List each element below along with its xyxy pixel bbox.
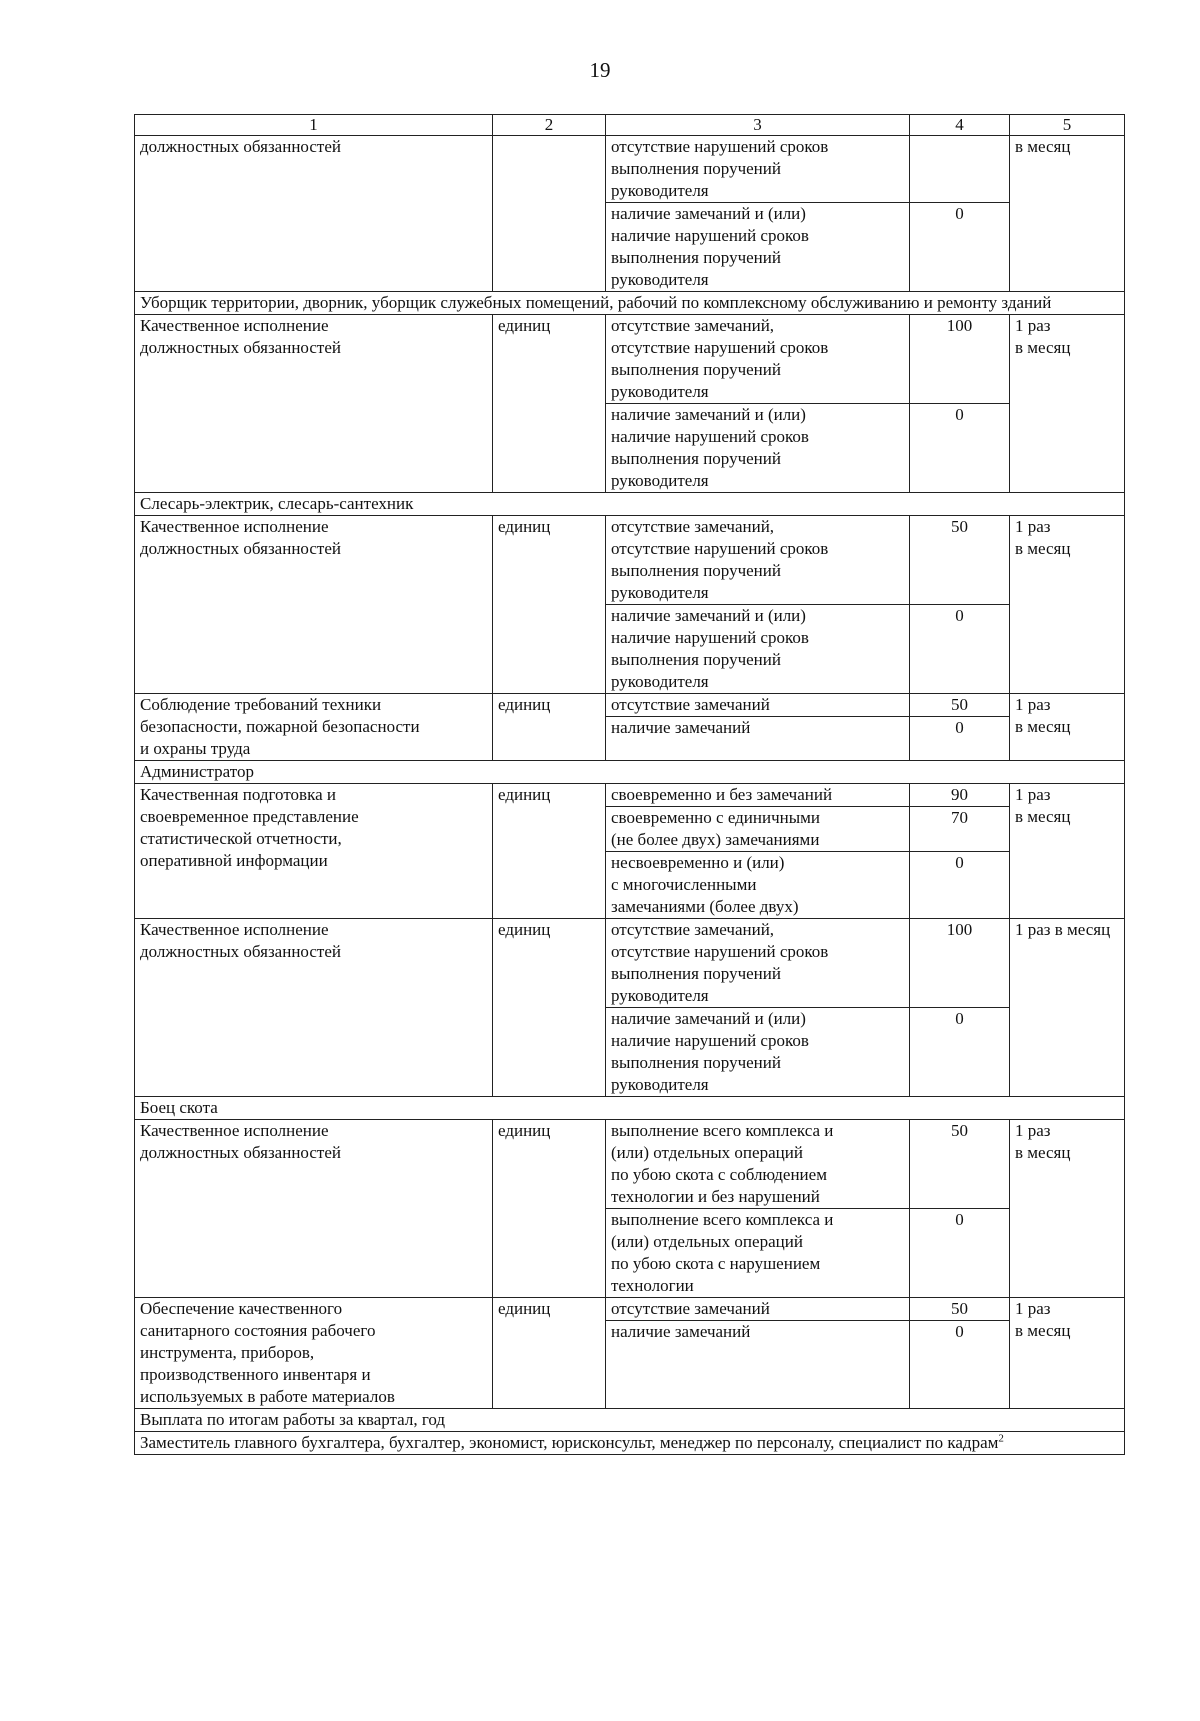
score-cell: 100 [910,315,1010,404]
column-number-row [135,115,1125,136]
criterion-cell: своевременно с единичными (не более двух) замечаниями [606,807,910,852]
criterion-cell: наличие замечаний и (или) наличие нарушений сроков выполнения поручений руководителя [606,404,910,493]
section-title [135,1432,1125,1455]
table-row [135,516,1125,605]
criterion-cell: наличие замечаний и (или) наличие нарушений сроков выполнения поручений руководителя [606,1008,910,1097]
period-cell: 1 раз в месяц [1010,694,1125,761]
criterion-cell: выполнение всего комплекса и (или) отдельных операций по убою скота с нарушением технологии [606,1209,910,1298]
footnote-marker: 2 [998,1432,1004,1445]
score-cell: 0 [910,1209,1010,1298]
score-cell: 50 [910,1298,1010,1321]
section-title: Администратор [135,761,1125,784]
section-title: Слесарь-электрик, слесарь-сантехник [135,493,1125,516]
score-cell: 90 [910,784,1010,807]
score-cell: 0 [910,605,1010,694]
score-cell: 50 [910,694,1010,717]
section-header-row [135,493,1125,516]
criterion-cell: наличие замечаний и (или) наличие нарушений сроков выполнения поручений руководителя [606,605,910,694]
score-cell: 100 [910,919,1010,1008]
period-cell: 1 раз в месяц [1010,1298,1125,1409]
criterion-cell: отсутствие замечаний [606,1298,910,1321]
period-cell: 1 раз в месяц [1010,1120,1125,1298]
criterion-cell: несвоевременно и (или) с многочисленными замечаниями (более двух) [606,852,910,919]
table-row [135,1298,1125,1321]
section-title: Уборщик территории, дворник, уборщик служебных помещений, рабочий по комплексному обслуживанию и ремонту зданий [135,292,1125,315]
criterion-cell: выполнение всего комплекса и (или) отдельных операций по убою скота с соблюдением технологии и без нарушений [606,1120,910,1209]
column-number: 2 [493,115,606,136]
section-title: Выплата по итогам работы за квартал, год [135,1409,1125,1432]
criterion-cell: отсутствие замечаний, отсутствие нарушений сроков выполнения поручений руководителя [606,919,910,1008]
criterion-cell: своевременно и без замечаний [606,784,910,807]
score-cell: 0 [910,717,1010,761]
section-header-row [135,1409,1125,1432]
unit-cell: единиц [493,919,606,1097]
criterion-cell: отсутствие замечаний, отсутствие нарушений сроков выполнения поручений руководителя [606,315,910,404]
period-cell: 1 раз в месяц [1010,315,1125,493]
page-number: 19 [589,58,611,82]
column-number: 3 [606,115,910,136]
criterion-cell: наличие замечаний и (или) наличие нарушений сроков выполнения поручений руководителя [606,203,910,292]
period-cell: 1 раз в месяц [1010,919,1125,1097]
unit-cell: единиц [493,516,606,694]
indicator-cell: Обеспечение качественного санитарного состояния рабочего инструмента, приборов, производственного инвентаря и используемых в работе материалов [135,1298,493,1409]
table-row [135,919,1125,1008]
section-header-row [135,1097,1125,1120]
indicator-cell: Качественная подготовка и своевременное представление статистической отчетности, оперативной информации [135,784,493,919]
score-cell: 50 [910,516,1010,605]
criterion-cell: наличие замечаний [606,1321,910,1409]
unit-cell: единиц [493,784,606,919]
criterion-cell: отсутствие замечаний, отсутствие нарушений сроков выполнения поручений руководителя [606,516,910,605]
section-header-row [135,292,1125,315]
unit-cell: единиц [493,1298,606,1409]
score-cell: 0 [910,203,1010,292]
indicator-cell: Качественное исполнение должностных обязанностей [135,919,493,1097]
score-cell: 70 [910,807,1010,852]
unit-cell [493,136,606,292]
score-cell: 0 [910,852,1010,919]
criterion-cell: наличие замечаний [606,717,910,761]
score-cell: 0 [910,404,1010,493]
period-cell: в месяц [1010,136,1125,292]
table-row [135,1120,1125,1209]
criteria-table [134,114,1125,1455]
score-cell: 0 [910,1321,1010,1409]
section-title: Боец скота [135,1097,1125,1120]
column-number: 4 [910,115,1010,136]
indicator-cell: должностных обязанностей [135,136,493,292]
table-row [135,315,1125,404]
section-header-row [135,1432,1125,1455]
score-cell: 50 [910,1120,1010,1209]
score-cell [910,136,1010,203]
table-row [135,136,1125,203]
indicator-cell: Качественное исполнение должностных обязанностей [135,1120,493,1298]
criterion-cell: отсутствие замечаний [606,694,910,717]
unit-cell: единиц [493,1120,606,1298]
column-number: 5 [1010,115,1125,136]
score-cell: 0 [910,1008,1010,1097]
column-number: 1 [135,115,493,136]
period-cell: 1 раз в месяц [1010,516,1125,694]
unit-cell: единиц [493,694,606,761]
section-title-text: Заместитель главного бухгалтера, бухгалтер, экономист, юрисконсульт, менеджер по персоналу, специалист по кадрам [140,1433,999,1452]
indicator-cell: Качественное исполнение должностных обязанностей [135,516,493,694]
unit-cell: единиц [493,315,606,493]
indicator-cell: Качественное исполнение должностных обязанностей [135,315,493,493]
criterion-cell: отсутствие нарушений сроков выполнения поручений руководителя [606,136,910,203]
indicator-cell: Соблюдение требований техники безопасности, пожарной безопасности и охраны труда [135,694,493,761]
section-header-row [135,761,1125,784]
table-row [135,784,1125,807]
table-row [135,694,1125,717]
period-cell: 1 раз в месяц [1010,784,1125,919]
